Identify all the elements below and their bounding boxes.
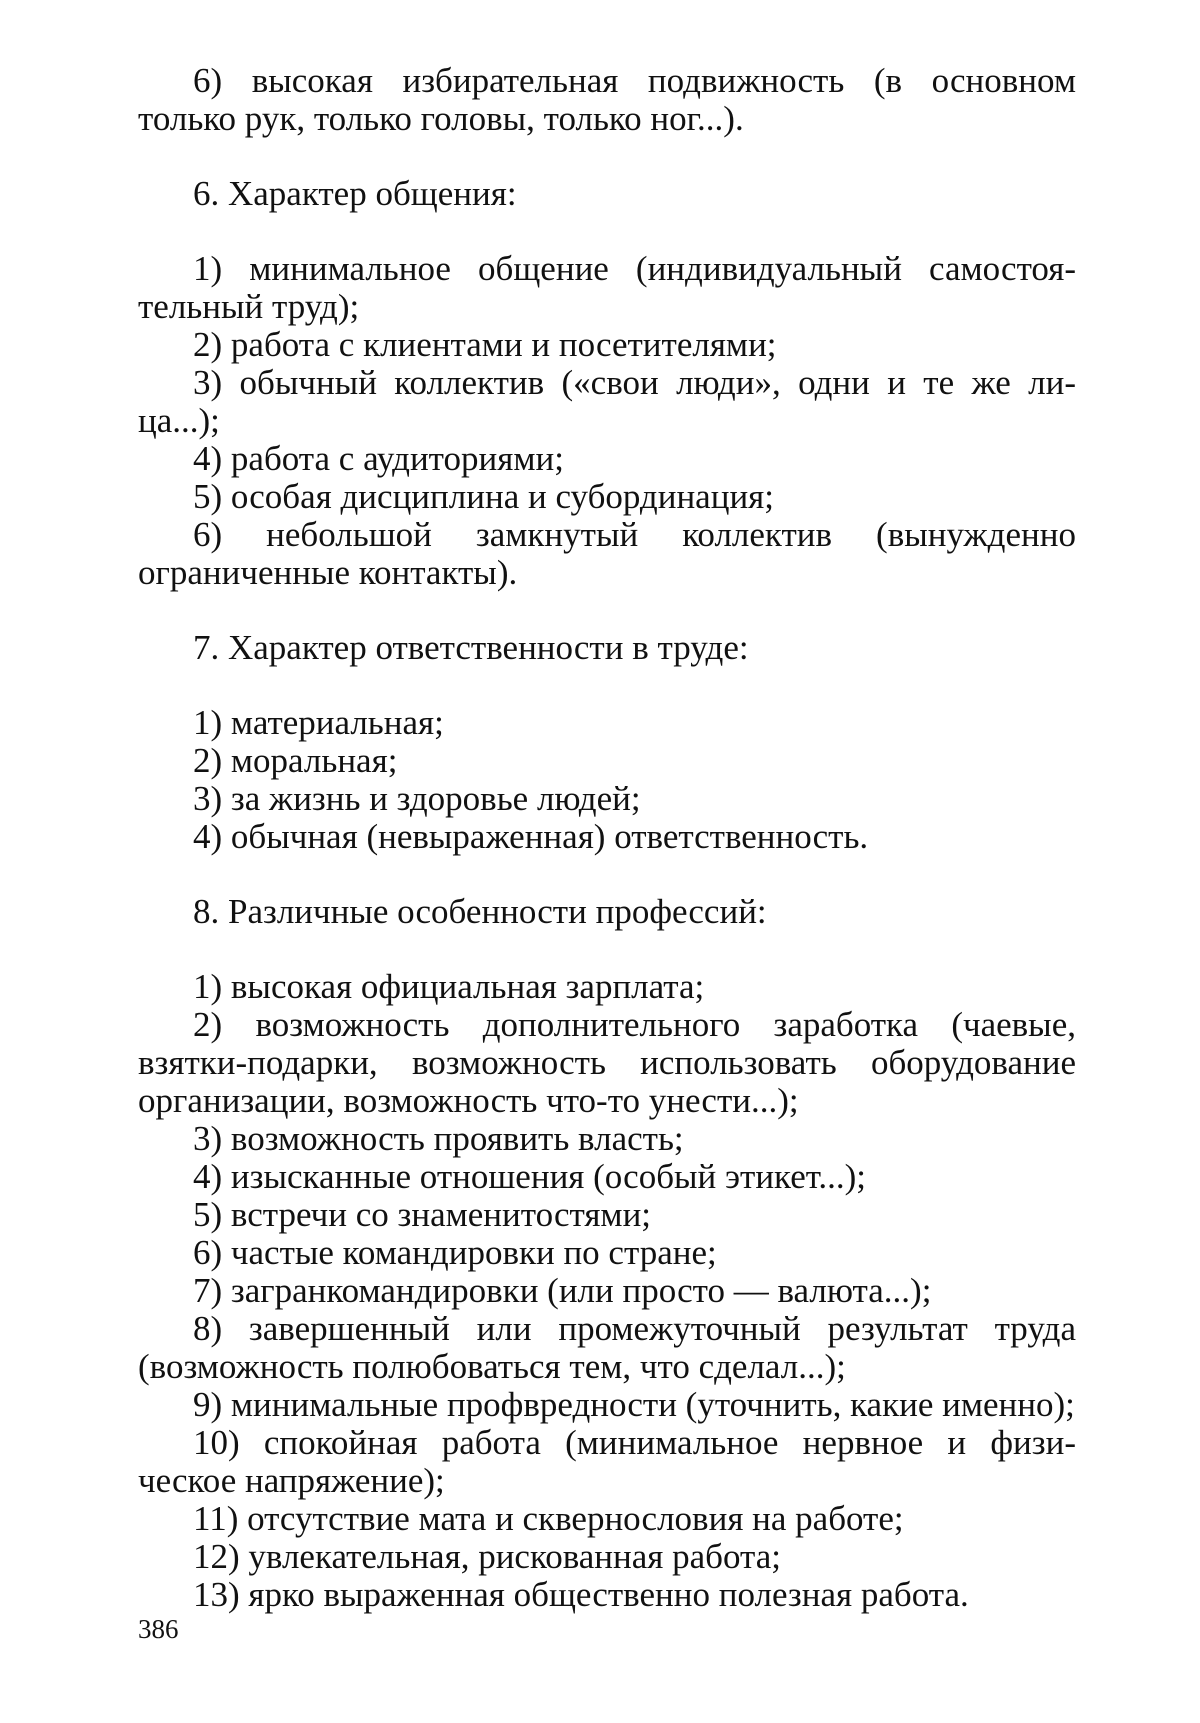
section-6-item-4: 4) работа с аудиториями;: [138, 440, 1076, 478]
section-6-heading: 6. Характер общения:: [138, 175, 1076, 213]
section-7-item-2: 2) моральная;: [138, 742, 1076, 780]
section-8-item-1: 1) высокая официальная зарплата;: [138, 968, 1076, 1006]
document-page: [138, 62, 1076, 1614]
section-8-item-13: 13) ярко выраженная общественно полезная работа.: [138, 1576, 1076, 1614]
section-8-item-6: 6) частые командировки по стране;: [138, 1234, 1076, 1272]
section-8-item-4: 4) изысканные отношения (особый этикет...);: [138, 1158, 1076, 1196]
section-8-item-10: 10) спокойная работа (минимальное нервное и физи-ческое напряжение);: [138, 1424, 1076, 1500]
section-8-item-2: 2) возможность дополнительного заработка (чаевые, взятки-подарки, возможность использовать оборудование организации, возможность что-то унести...);: [138, 1006, 1076, 1120]
section-6-item-5: 5) особая дисциплина и субординация;: [138, 478, 1076, 516]
section-8-item-7: 7) загранкомандировки (или просто — валюта...);: [138, 1272, 1076, 1310]
section-6-item-3: 3) обычный коллектив («свои люди», одни и те же ли-ца...);: [138, 364, 1076, 440]
section-6-item-1: 1) минимальное общение (индивидуальный самостоя-тельный труд);: [138, 250, 1076, 326]
section-8-item-12: 12) увлекательная, рискованная работа;: [138, 1538, 1076, 1576]
intro-item: 6) высокая избирательная подвижность (в основном только рук, только головы, только ног...).: [138, 62, 1076, 138]
section-8-item-8: 8) завершенный или промежуточный результат труда (возможность полюбоваться тем, что сделал...);: [138, 1310, 1076, 1386]
page-number: 386: [138, 1614, 179, 1644]
section-6-item-2: 2) работа с клиентами и посетителями;: [138, 326, 1076, 364]
section-8-item-11: 11) отсутствие мата и сквернословия на работе;: [138, 1500, 1076, 1538]
section-6-item-6: 6) небольшой замкнутый коллектив (вынужденно ограниченные контакты).: [138, 516, 1076, 592]
section-8-item-3: 3) возможность проявить власть;: [138, 1120, 1076, 1158]
section-8-heading: 8. Различные особенности профессий:: [138, 893, 1076, 931]
section-7-heading: 7. Характер ответственности в труде:: [138, 629, 1076, 667]
section-7-item-4: 4) обычная (невыраженная) ответственность.: [138, 818, 1076, 856]
section-8-item-9: 9) минимальные профвредности (уточнить, какие именно);: [138, 1386, 1076, 1424]
section-8-item-5: 5) встречи со знаменитостями;: [138, 1196, 1076, 1234]
section-7-item-1: 1) материальная;: [138, 704, 1076, 742]
section-7-item-3: 3) за жизнь и здоровье людей;: [138, 780, 1076, 818]
